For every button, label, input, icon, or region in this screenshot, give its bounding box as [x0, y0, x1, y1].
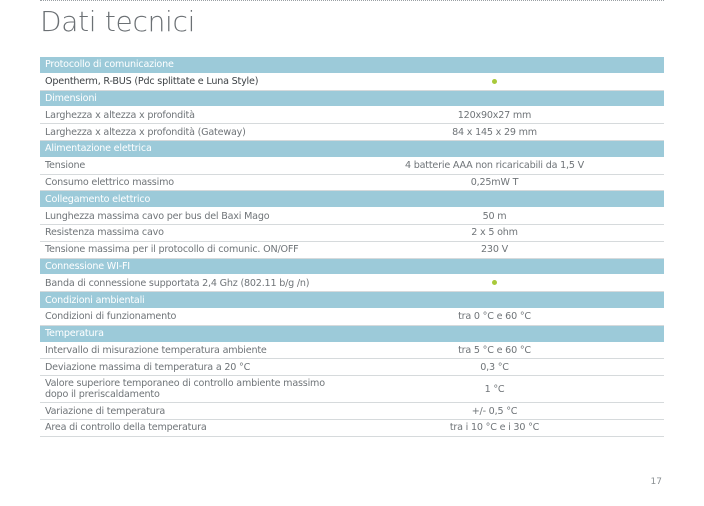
row-value: 0,25mW T [470, 176, 519, 188]
section-header: Connessione WI-FI [40, 259, 664, 276]
row-label: Tensione massima per il protocollo di comunic. ON/OFF [45, 244, 299, 256]
check-dot-icon [492, 280, 497, 285]
row-label: Lunghezza massima cavo per bus del Baxi Mago [45, 210, 270, 222]
table-row [40, 275, 664, 292]
table-row [40, 107, 664, 124]
row-value: 4 batterie AAA non ricaricabili da 1,5 V [404, 160, 584, 172]
row-label: Resistenza massima cavo [45, 227, 164, 239]
section-header: Protocollo di comunicazione [40, 57, 664, 74]
table-row [40, 343, 664, 360]
row-value: 120x90x27 mm [457, 109, 532, 121]
table-row [40, 403, 664, 420]
row-label: Larghezza x altezza x profondità (Gateway) [45, 126, 246, 138]
row-value: tra 5 °C e 60 °C [458, 344, 531, 356]
row-value: tra 0 °C e 60 °C [458, 311, 531, 323]
row-label: Condizioni di funzionamento [45, 311, 177, 323]
row-label: Valore superiore temporaneo di controllo ambiente massimo dopo il preriscaldamento [45, 378, 325, 401]
table-row [40, 158, 664, 175]
row-value: 50 m [482, 210, 507, 222]
row-value: 1 °C [484, 383, 505, 395]
row-label: Consumo elettrico massimo [45, 176, 174, 188]
row-value: 0,3 °C [480, 361, 509, 373]
row-label: Intervallo di misurazione temperatura ambiente [45, 344, 267, 356]
row-value: 230 V [481, 244, 508, 256]
section-header: Dimensioni [40, 91, 664, 108]
top-rule [40, 0, 664, 4]
check-dot-icon [492, 79, 497, 84]
table-row [40, 376, 664, 403]
row-value: 84 x 145 x 29 mm [452, 126, 537, 138]
page-number: 17 [650, 477, 662, 487]
page-title: Dati tecnici [40, 5, 196, 38]
row-value [325, 76, 664, 87]
table-row [40, 420, 664, 437]
table-row [40, 74, 664, 91]
table-row [40, 124, 664, 141]
section-header: Temperatura [40, 326, 664, 343]
row-label: Opentherm, R-BUS (Pdc splittate e Luna Style) [45, 76, 259, 88]
table-row [40, 208, 664, 225]
row-label: Deviazione massima di temperatura a 20 °C [45, 361, 251, 373]
row-label: Area di controllo della temperatura [45, 422, 207, 434]
table-row [40, 242, 664, 259]
row-value [325, 278, 664, 289]
spec-table [40, 57, 664, 437]
table-row [40, 225, 664, 242]
table-row [40, 359, 664, 376]
row-value: +/- 0,5 °C [471, 405, 518, 417]
table-row [40, 175, 664, 192]
section-header: Condizioni ambientali [40, 292, 664, 309]
row-value: 2 x 5 ohm [471, 227, 518, 239]
row-label: Variazione di temperatura [45, 405, 166, 417]
table-row [40, 309, 664, 326]
row-label: Tensione [45, 160, 86, 172]
row-value: tra i 10 °C e i 30 °C [449, 422, 540, 434]
section-header: Alimentazione elettrica [40, 141, 664, 158]
section-header: Collegamento elettrico [40, 191, 664, 208]
row-label: Banda di connessione supportata 2,4 Ghz (802.11 b/g /n) [45, 277, 310, 289]
row-label: Larghezza x altezza x profondità [45, 109, 195, 121]
